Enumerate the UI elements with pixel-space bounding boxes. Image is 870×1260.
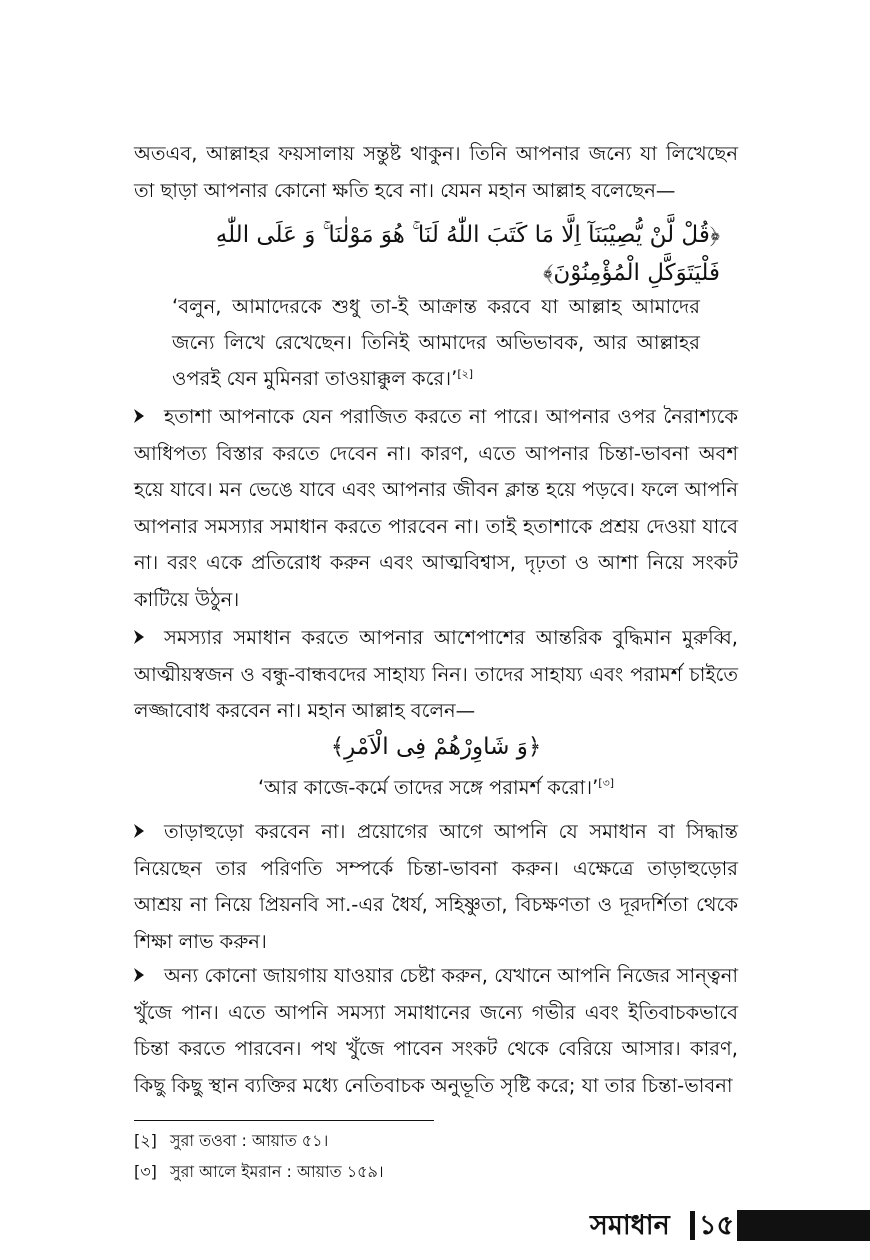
footnote-3 <box>134 1161 384 1183</box>
verse-translation-2-text: ‘আর কাজে-কর্মে তাদের সঙ্গে পরামর্শ করো।’ <box>257 776 599 799</box>
bullet-paragraph-haste <box>134 814 738 960</box>
verse-translation-2 <box>134 770 738 806</box>
arrowhead-bullet-icon <box>134 968 144 982</box>
verse-translation-1 <box>172 289 700 397</box>
bullet-text-haste: তাড়াহুড়ো করবেন না। প্রয়োগের আগে আপনি যে সমাধান বা সিদ্ধান্ত নিয়েছেন তার পরিণতি সম্পর্কে চিন্তা-ভাবনা করুন। এক্ষেত্রে তাড়াহুড়োর আশ্রয় না নিয়ে প্রিয়নবি সা.-এর ধৈর্য, সহিষ্ণুতা, বিচক্ষণতা ও দূরদর্শিতা থেকে শিক্ষা লাভ করুন। <box>134 820 738 953</box>
quran-verse-tawbah: ﴿قُلْ لَّنْ يُّصِيْبَنَآ اِلَّا مَا كَتَبَ اللّٰهُ لَنَا ۚ هُوَ مَوْلٰنَا ۚ وَ عَلَى اللّٰهِ فَلْيَتَوَكَّلِ الْمُؤْمِنُوْنَ﴾ <box>215 222 720 286</box>
footnote-2 <box>134 1130 328 1152</box>
bullet-text-place: অন্য কোনো জায়গায় যাওয়ার চেষ্টা করুন, যেখানে আপনি নিজের সান্ত্বনা খুঁজে পান। এতে আপনি সমস্যা সমাধানের জন্যে গভীর এবং ইতিবাচকভাবে চিন্তা করতে পারবেন। পথ খুঁজে পাবেন সংকট থেকে বেরিয়ে আসার। কারণ, কিছু কিছু স্থান ব্যক্তির মধ্যে নেতিবাচক অনুভূতি সৃষ্টি করে; যা তার চিন্তা-ভাবনা <box>134 964 738 1097</box>
bullet-paragraph-despair <box>134 399 738 618</box>
footnote-divider <box>134 1120 434 1121</box>
arrowhead-bullet-icon <box>134 409 144 423</box>
footnote-mark: [২] <box>134 1131 157 1150</box>
footnote-text: সুরা আলে ইমরান : আয়াত ১৫৯। <box>170 1162 384 1181</box>
quran-verse-imran: ﴿وَ شَاوِرْهُمْ فِى الْاَمْرِ﴾ <box>330 734 542 760</box>
bullet-text-despair: হতাশা আপনাকে যেন পরাজিত করতে না পারে। আপনার ওপর নৈরাশ্যকে আধিপত্য বিস্তার করতে দেবেন না। কারণ, এতে আপনার চিন্তা-ভাবনা অবশ হয়ে যাবে। মন ভেঙে যাবে এবং আপনার জীবন ক্লান্ত হয়ে পড়বে। ফলে আপনি আপনার সমস্যার সমাধান করতে পারবেন না। তাই হতাশাকে প্রশ্রয় দেওয়া যাবে না। বরং একে প্রতিরোধ করুন এবং আত্মবিশ্বাস, দৃঢ়তা ও আশা নিয়ে সংকট কাটিয়ে উঠুন। <box>134 405 738 611</box>
footer-bar <box>737 1210 870 1241</box>
running-book-title: সমাধান <box>590 1210 670 1241</box>
bullet-paragraph-place <box>134 958 738 1104</box>
bullet-paragraph-consult <box>134 620 738 730</box>
bullet-text-consult: সমস্যার সমাধান করতে আপনার আশেপাশের আন্তরিক বুদ্ধিমান মুরুব্বি, আত্মীয়স্বজন ও বন্ধু-বান্ধবদের সাহায্য নিন। তাদের সাহায্য এবং পরামর্শ চাইতে লজ্জাবোধ করবেন না। মহান আল্লাহ বলেন— <box>134 626 738 722</box>
footnote-mark: [৩] <box>134 1162 157 1181</box>
verse-translation-1-text: ‘বলুন, আমাদেরকে শুধু তা-ই আক্রান্ত করবে যা আল্লাহ আমাদের জন্যে লিখে রেখেছেন। তিনিই আমাদের অভিভাবক, আর আল্লাহর ওপরই যেন মুমিনরা তাওয়াক্কুল করে।’ <box>172 295 700 390</box>
page-number: ১৫ <box>699 1210 735 1241</box>
footnote-text: সুরা তওবা : আয়াত ৫১। <box>170 1131 329 1150</box>
intro-paragraph: অতএব, আল্লাহর ফয়সালায় সন্তুষ্ট থাকুন। তিনি আপনার জন্যে যা লিখেছেন তা ছাড়া আপনার কোনো ক্ষতি হবে না। যেমন মহান আল্লাহ বলেছেন— <box>134 142 738 202</box>
arrowhead-bullet-icon <box>134 824 144 838</box>
arrowhead-bullet-icon <box>134 630 144 644</box>
footnote-ref-2: [২] <box>457 367 474 381</box>
footer-separator <box>690 1211 695 1240</box>
footnote-ref-3: [৩] <box>598 776 615 790</box>
